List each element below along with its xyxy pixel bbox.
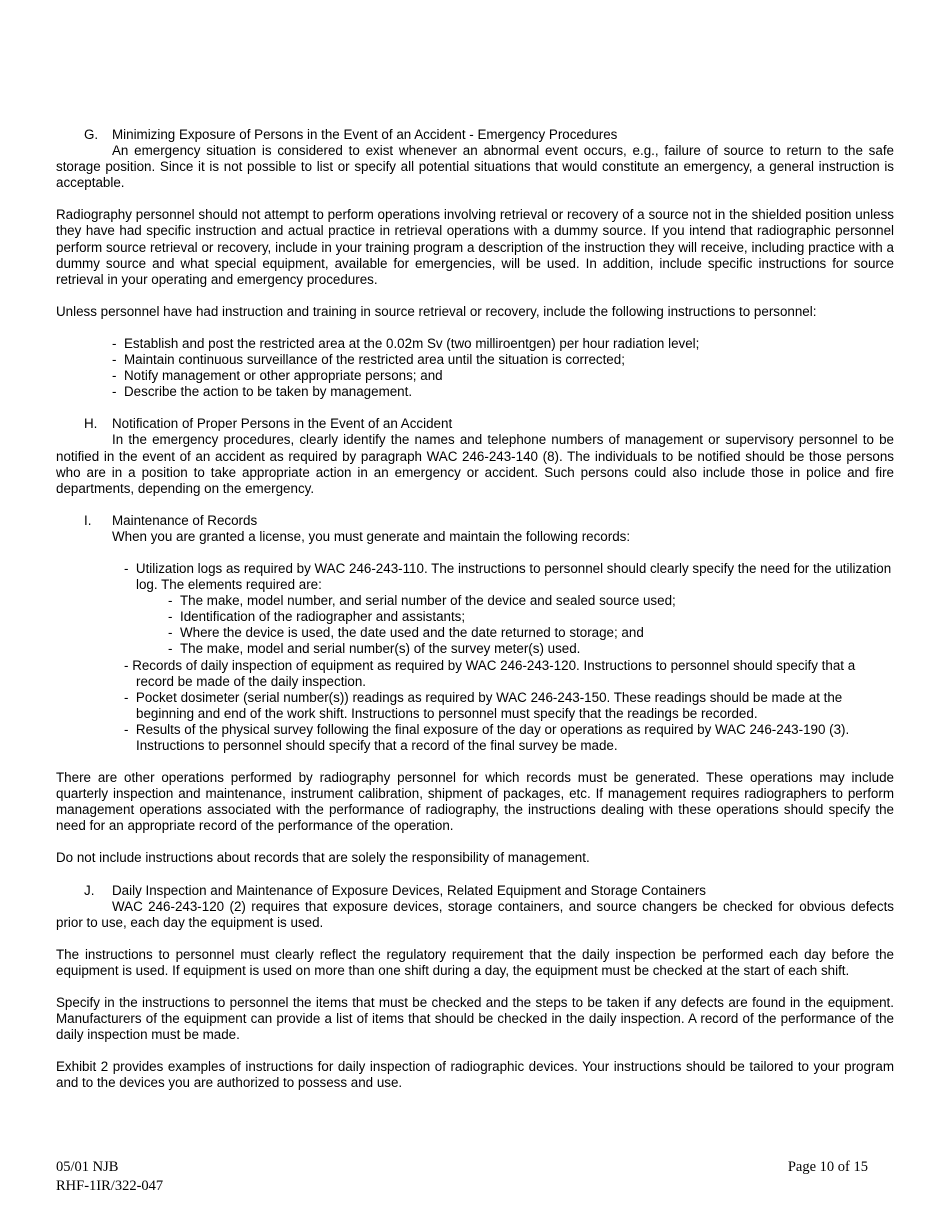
list-item: - The make, model number, and serial number of the device and sealed source used; [168, 593, 676, 609]
section-g-paragraph-3: Unless personnel have had instruction and training in source retrieval or recovery, include the following instructions to personnel: [56, 303, 817, 319]
section-g-paragraph-2: Radiography personnel should not attempt to perform operations involving retrieval or recovery of a source not in the shielded position unless they have had specific instruction and actual practice in retrieval operations with a dummy source. If you intend that radiographic personnel perform source retrieval or recovery, include in your training program a description of the instruction they will receive, including practice with a dummy source and what special equipment, available for emergencies, will be used. In addition, include specific instructions for source retrieval in your operating and emergency procedures. [56, 207, 894, 287]
section-j-paragraph-1: WAC 246-243-120 (2) requires that exposure devices, storage containers, and source changers be checked for obvious defects prior to use, each day the equipment is used. [56, 898, 894, 930]
section-g-paragraph-1: An emergency situation is considered to exist whenever an abnormal event occurs, e.g., failure of source to return to the safe storage position. Since it is not possible to list or specify all potential situations that would constitute an emergency, a general instruction is acceptable. [56, 143, 894, 191]
section-h-paragraph-1: In the emergency procedures, clearly identify the names and telephone numbers of management or supervisory personnel to be notified in the event of an accident as required by paragraph WAC 246-243-140 (8). The individuals to be notified should be those persons who are in a position to take appropriate action in an emergency or accident. Such persons could also include those in police and fire departments, depending on the emergency. [56, 432, 894, 496]
section-j-heading [56, 883, 894, 899]
list-item: - Results of the physical survey following the final exposure of the day or operations as required by WAC 246-243-190 (3). Instructions to personnel should specify that a record of the final survey be made. [124, 721, 850, 753]
list-item: - Records of daily inspection of equipment as required by WAC 246-243-120. Instructions to personnel should specify that a record be made of the daily inspection. [124, 657, 856, 689]
list-item: - Notify management or other appropriate persons; and [112, 368, 443, 384]
section-i-title: Maintenance of Records [112, 512, 258, 528]
list-item: - Where the device is used, the date used and the date returned to storage; and [168, 625, 644, 641]
list-item: - Pocket dosimeter (serial number(s)) readings as required by WAC 246-243-150. These readings should be made at the beginning and end of the work shift. Instructions to personnel must specify that the readings be recorded. [124, 689, 843, 721]
section-i-letter: I. [84, 512, 92, 528]
footer-doc-code: RHF-1IR/322-047 [56, 1178, 164, 1194]
section-g-letter: G. [84, 127, 99, 142]
footer-page-number: Page 10 of 15 [787, 1159, 868, 1175]
section-j-title: Daily Inspection and Maintenance of Exposure Devices, Related Equipment and Storage Containers [112, 882, 707, 898]
section-h-title: Notification of Proper Persons in the Event of an Accident [112, 416, 453, 432]
list-item: - Identification of the radiographer and assistants; [168, 609, 466, 625]
section-i-heading [56, 513, 894, 529]
section-i-intro: When you are granted a license, you must generate and maintain the following records: [112, 528, 631, 544]
list-item: - The make, model and serial number(s) of the survey meter(s) used. [168, 641, 581, 657]
section-h-letter: H. [84, 416, 98, 432]
list-item: - Maintain continuous surveillance of the restricted area until the situation is corrected; [112, 352, 625, 368]
document-body [56, 127, 894, 1092]
footer-left [56, 1158, 163, 1196]
utilization-elements-list [56, 593, 894, 657]
section-j-paragraph-3: Specify in the instructions to personnel the items that must be checked and the steps to be taken if any defects are found in the equipment. Manufacturers of the equipment can provide a list of items that should be checked in the daily inspection. A record of the performance of the daily inspection must be made. [56, 995, 894, 1043]
list-item: - Establish and post the restricted area at the 0.02m Sv (two milliroentgen) per hour radiation level; [112, 335, 700, 351]
section-i-paragraph-other: There are other operations performed by radiography personnel for which records must be generated. These operations may include quarterly inspection and maintenance, instrument calibration, shipment of packages, etc. If management requires radiographers to perform management operations associated with the performance of radiography, the instructions dealing with these operations should specify the need for an appropriate record of the performance of the operation. [56, 770, 894, 834]
section-g-heading [56, 127, 894, 143]
section-g-title: Minimizing Exposure of Persons in the Event of an Accident - Emergency Procedures [112, 127, 618, 142]
list-item: - Describe the action to be taken by management. [112, 384, 413, 400]
section-j-paragraph-4: Exhibit 2 provides examples of instructions for daily inspection of radiographic devices. Your instructions should be tailored to your program and to the devices you are authorized to possess and use. [56, 1059, 894, 1091]
section-i-paragraph-donot: Do not include instructions about records that are solely the responsibility of management. [56, 850, 590, 866]
section-j-paragraph-2: The instructions to personnel must clearly reflect the regulatory requirement that the daily inspection be performed each day before the equipment is used. If equipment is used on more than one shift during a day, the equipment must be checked at the start of each shift. [56, 946, 894, 978]
list-item: - Utilization logs as required by WAC 246-243-110. The instructions to personnel should clearly specify the need for the utilization log. The elements required are: [124, 560, 892, 593]
records-list-continued [56, 658, 894, 755]
emergency-instructions-list [56, 336, 894, 400]
section-h-heading [56, 416, 894, 432]
records-list [56, 561, 894, 593]
footer-date-code: 05/01 NJB [56, 1159, 119, 1175]
section-j-letter: J. [84, 882, 95, 898]
